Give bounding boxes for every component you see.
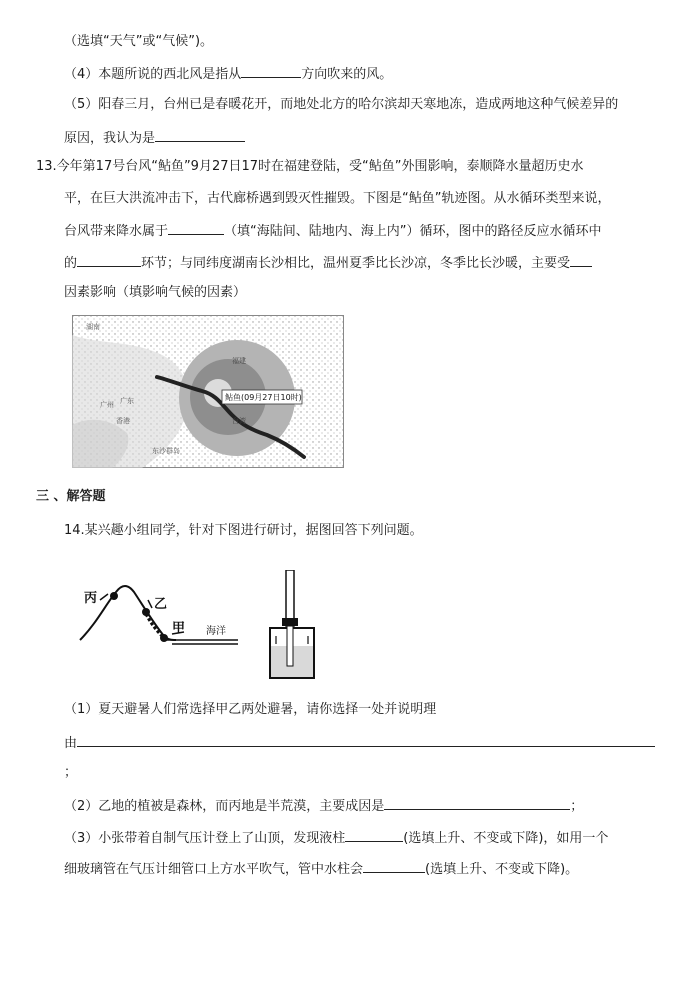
q13-cycle-blank[interactable] <box>168 221 224 235</box>
q12-part5-line1: （5）阳春三月，台州已是春暖花开，而地处北方的哈尔滨却天寒地冻，造成两地这种气候差异的 <box>64 97 619 112</box>
section-3-title: 三 、解答题 <box>36 489 106 504</box>
place-guangzhou: 广州 <box>100 401 114 409</box>
q13-line4: 的 环节；与同纬度湖南长沙相比，温州夏季比长沙凉，冬季比长沙暖，主要受 <box>64 253 592 273</box>
bottle-stopper <box>282 618 298 626</box>
q14-water-blank[interactable] <box>363 859 425 873</box>
barometer-svg <box>264 570 320 684</box>
point-bing <box>110 592 118 600</box>
q14-part3-line1: （3）小张带着自制气压计登上了山顶，发现液柱 (选填上升、不变或下降)，如用一个 <box>64 828 608 848</box>
q13-link-blank[interactable] <box>77 253 141 267</box>
label-jia: 甲 <box>172 621 186 636</box>
label-yi: 乙 <box>154 597 168 612</box>
q14-part1-line1: （1）夏天避暑人们常选择甲乙两处避暑，请你选择一处并说明理 <box>64 702 437 717</box>
q14-part1-line3: ； <box>64 765 78 780</box>
mountain-slope-hatch <box>146 614 162 636</box>
q13-line2: 平，在巨大洪流冲击下，古代廊桥遇到毁灭性摧毁。下图是“鲇鱼”轨迹图。从水循环类型来说， <box>64 191 611 206</box>
q13-line5: 因素影响（填影响气候的因素） <box>64 285 247 300</box>
q14-reason-blank[interactable] <box>77 733 655 747</box>
point-jia <box>160 634 168 642</box>
q12-choice-note: （选填“天气”或“气候”)。 <box>64 34 214 49</box>
place-hongkong: 香港 <box>116 417 130 425</box>
q12-part5-line2: 原因，我认为是 <box>64 128 245 148</box>
typhoon-track-map <box>72 315 344 468</box>
q14-part2: （2）乙地的植被是森林，而丙地是半荒漠，主要成因是 ； <box>64 796 583 816</box>
label-bing: 丙 <box>84 591 98 606</box>
place-taiwan: 台湾 <box>232 417 246 425</box>
q12-p4-blank[interactable] <box>241 64 301 78</box>
place-hunan: 湖南 <box>86 323 100 331</box>
q14-part3-line2: 细玻璃管在气压计细管口上方水平吹气，管中水柱会 (选填上升、不变或下降)。 <box>64 859 578 879</box>
barometer-figure <box>264 570 320 684</box>
mountain-svg <box>76 574 246 652</box>
place-fujian: 福建 <box>232 357 246 365</box>
q13-line1: 13.今年第17号台风“鲇鱼”9月27日17时在福建登陆，受“鲇鱼”外围影响，泰顺降水量超历史水 <box>36 159 584 174</box>
q13-line3: 台风带来降水属于 （填“海陆间、陆地内、海上内”）循环，图中的路径反应水循环中 <box>64 221 602 241</box>
arrow-bing <box>100 594 108 600</box>
q12-part4: （4）本题所说的西北风是指从 方向吹来的风。 <box>64 64 392 84</box>
inner-tube <box>287 626 293 666</box>
typhoon-map-svg <box>72 315 344 468</box>
sea-lines <box>164 640 238 644</box>
place-dongsha: 东沙群岛 <box>152 447 180 455</box>
arrow-yi <box>148 600 152 608</box>
q13-factor-blank[interactable] <box>570 253 592 267</box>
label-ocean: 海洋 <box>206 626 226 637</box>
q12-p5-blank[interactable] <box>155 128 245 142</box>
q14-part1-line2: 由 <box>64 733 655 753</box>
point-yi <box>142 608 150 616</box>
place-guangdong: 广东 <box>120 397 134 405</box>
q14-cause-blank[interactable] <box>384 796 570 810</box>
typhoon-label: 鲇鱼(09月27日10时) <box>225 393 302 402</box>
q14-column-blank[interactable] <box>345 828 403 842</box>
barometer-tube <box>286 570 294 626</box>
mountain-figure <box>76 574 246 652</box>
q14-intro: 14.某兴趣小组同学，针对下图进行研讨，据图回答下列问题。 <box>64 523 423 538</box>
